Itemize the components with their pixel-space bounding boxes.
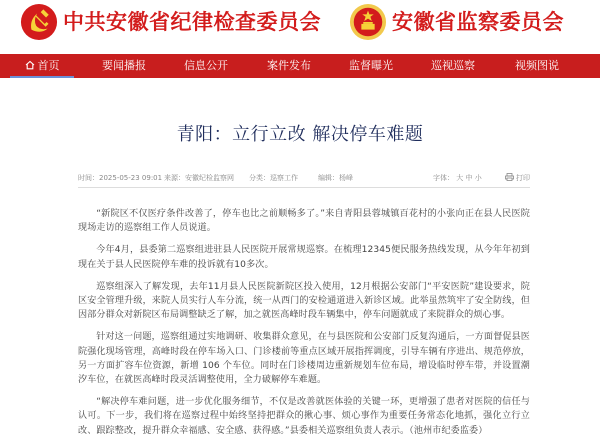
- font-size-small[interactable]: 小: [474, 174, 482, 182]
- paragraph: 今年4月，县委第二巡察组进驻县人民医院开展常规巡察。在梳理12345便民服务热线发现，从今年年初到现在关于县人民医院停车难的投诉就有10多次。: [78, 245, 530, 270]
- paragraph: “新院区不仅医疗条件改善了，停车也比之前顺畅多了。”来自青阳县蓉城镇百花村的小张向正在县人民医院现场走访的巡察组工作人员说道。: [78, 209, 530, 234]
- article-meta: [78, 173, 530, 187]
- paragraph: “解决停车难问题，进一步优化服务细节，不仅是改善就医体验的关键一环，更增强了患者对医院的信任与认可。下一步，我们将在巡察过程中始终坚持把群众的揪心事、烦心事作为重要任务常态化地抓，强化立行立改、跟踪整改，提升群众幸福感、安全感、获得感。”县委相关巡察组负责人表示。（池州市纪委监委）: [78, 397, 530, 436]
- home-icon: [25, 60, 35, 70]
- font-size-control: 字体： 大 中 小: [433, 174, 482, 182]
- nav-item-home[interactable]: [0, 54, 84, 78]
- font-size-medium[interactable]: 中: [465, 174, 473, 182]
- supervisory-commission-title[interactable]: 安徽省监察委员会: [392, 9, 564, 34]
- nav-item-cases[interactable]: 案件发布: [267, 59, 311, 72]
- paragraph: 针对这一问题，巡察组通过实地调研、收集群众意见，在与县医院和公安部门反复沟通后，一方面督促县医院强化现场管理，高峰时段在停车场入口、门诊楼前等重点区域开展指挥调度，引导车辆有序进出、规范停放，另一方面扩容车位资源，新增 106 个车位。同时在门诊楼周边重新规划车位布局，增设临时停车带，并设置潮汐车位，在就医高峰时段灵活调整使用，全力破解停车难题。: [78, 332, 530, 386]
- article-body: [78, 207, 530, 436]
- article-editor: 编辑：杨峰: [318, 174, 353, 182]
- meta-divider: [78, 187, 530, 188]
- nav-item-inspection[interactable]: 巡视巡察: [431, 59, 475, 72]
- article-title: 青阳：立行立改 解决停车难题: [176, 124, 424, 145]
- nav-item-video[interactable]: 视频图说: [515, 59, 559, 72]
- cpc-commission-title[interactable]: 中共安徽省纪律检查委员会: [63, 9, 321, 34]
- site-header: [0, 0, 600, 50]
- main-nav: [0, 54, 600, 78]
- nav-item-news[interactable]: 要闻播报: [102, 59, 146, 72]
- font-size-large[interactable]: 大: [456, 174, 464, 182]
- publish-time: 时间：2025-05-23 09:01: [78, 174, 163, 182]
- party-emblem-icon[interactable]: [20, 3, 58, 41]
- article-column: 分类：巡察工作: [249, 174, 298, 182]
- paragraph: 巡察组深入了解发现，去年11月县人民医院新院区投入使用，12月根据公安部门“平安医院”建设要求，院区安全管理升级，来院人员实行人车分流，统一从西门的安检通道进入新诊区域。此举虽然筑牢了安全防线，但因部分群众对新院区布局调整缺乏了解，加之就医高峰时段车辆集中，停车问题就成了来院群众的烦心事。: [78, 281, 530, 321]
- national-emblem-icon[interactable]: [349, 3, 387, 41]
- article-source: 来源：安徽纪检监察网: [164, 174, 234, 182]
- nav-item-disclosure[interactable]: 信息公开: [184, 59, 228, 72]
- nav-active-indicator: [10, 76, 74, 78]
- nav-item-exposure[interactable]: 监督曝光: [349, 59, 393, 72]
- nav-label-home: 首页: [37, 59, 60, 72]
- print-button[interactable]: 打印: [505, 173, 530, 183]
- print-icon: [505, 173, 514, 181]
